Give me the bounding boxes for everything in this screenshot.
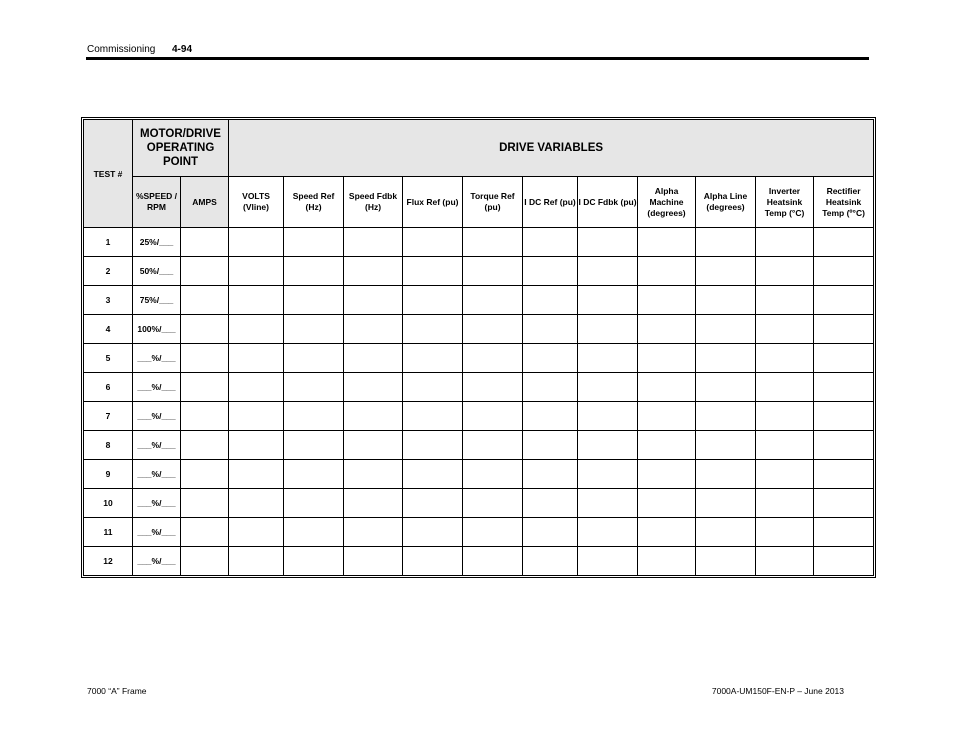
speed-rpm-cell[interactable]: ___%/___ bbox=[133, 431, 181, 460]
entry-cell[interactable] bbox=[578, 547, 638, 576]
entry-cell[interactable] bbox=[463, 344, 523, 373]
entry-cell[interactable] bbox=[756, 489, 814, 518]
entry-cell[interactable] bbox=[284, 518, 344, 547]
entry-cell[interactable] bbox=[181, 431, 229, 460]
col-idc-ref-header: I DC Ref (pu) bbox=[523, 177, 578, 228]
test-number-cell: 3 bbox=[84, 286, 133, 315]
drive-variables-group-header: DRIVE VARIABLES bbox=[229, 120, 874, 177]
entry-cell[interactable] bbox=[344, 315, 403, 344]
entry-cell[interactable] bbox=[756, 315, 814, 344]
test-number-cell: 6 bbox=[84, 373, 133, 402]
entry-cell[interactable] bbox=[638, 460, 696, 489]
entry-cell[interactable] bbox=[403, 489, 463, 518]
entry-cell[interactable] bbox=[638, 431, 696, 460]
test-number-cell: 12 bbox=[84, 547, 133, 576]
header-rule bbox=[86, 57, 869, 60]
entry-cell[interactable] bbox=[284, 547, 344, 576]
entry-cell[interactable] bbox=[578, 344, 638, 373]
entry-cell[interactable] bbox=[181, 518, 229, 547]
col-idc-fdbk-header: I DC Fdbk (pu) bbox=[578, 177, 638, 228]
entry-cell[interactable] bbox=[578, 460, 638, 489]
entry-cell[interactable] bbox=[284, 228, 344, 257]
entry-cell[interactable] bbox=[756, 460, 814, 489]
page-number: 4-94 bbox=[172, 44, 193, 55]
entry-cell[interactable] bbox=[181, 489, 229, 518]
entry-cell[interactable] bbox=[696, 373, 756, 402]
test-number-cell: 5 bbox=[84, 344, 133, 373]
entry-cell[interactable] bbox=[344, 373, 403, 402]
entry-cell[interactable] bbox=[696, 315, 756, 344]
entry-cell[interactable] bbox=[638, 547, 696, 576]
entry-cell[interactable] bbox=[181, 344, 229, 373]
entry-cell[interactable] bbox=[578, 402, 638, 431]
entry-cell[interactable] bbox=[814, 460, 874, 489]
col-alpha-machine-header: Alpha Machine (degrees) bbox=[638, 177, 696, 228]
entry-cell[interactable] bbox=[229, 431, 284, 460]
entry-cell[interactable] bbox=[229, 489, 284, 518]
entry-cell[interactable] bbox=[523, 344, 578, 373]
entry-cell[interactable] bbox=[403, 518, 463, 547]
entry-cell[interactable] bbox=[284, 402, 344, 431]
entry-cell[interactable] bbox=[229, 460, 284, 489]
entry-cell[interactable] bbox=[523, 547, 578, 576]
entry-cell[interactable] bbox=[696, 257, 756, 286]
entry-cell[interactable] bbox=[463, 460, 523, 489]
entry-cell[interactable] bbox=[284, 257, 344, 286]
entry-cell[interactable] bbox=[181, 315, 229, 344]
entry-cell[interactable] bbox=[756, 431, 814, 460]
speed-rpm-cell[interactable]: ___%/___ bbox=[133, 547, 181, 576]
entry-cell[interactable] bbox=[756, 257, 814, 286]
entry-cell[interactable] bbox=[229, 286, 284, 315]
entry-cell[interactable] bbox=[578, 286, 638, 315]
entry-cell[interactable] bbox=[463, 315, 523, 344]
entry-cell[interactable] bbox=[284, 315, 344, 344]
entry-cell[interactable] bbox=[229, 547, 284, 576]
commissioning-table-frame bbox=[81, 117, 876, 578]
entry-cell[interactable] bbox=[696, 547, 756, 576]
entry-cell[interactable] bbox=[229, 518, 284, 547]
speed-rpm-cell[interactable]: ___%/___ bbox=[133, 373, 181, 402]
speed-rpm-cell[interactable]: ___%/___ bbox=[133, 344, 181, 373]
entry-cell[interactable] bbox=[403, 315, 463, 344]
entry-cell[interactable] bbox=[523, 402, 578, 431]
entry-cell[interactable] bbox=[756, 286, 814, 315]
entry-cell[interactable] bbox=[756, 547, 814, 576]
col-speed-header: %SPEED / RPM bbox=[133, 177, 181, 228]
entry-cell[interactable] bbox=[463, 489, 523, 518]
entry-cell[interactable] bbox=[814, 373, 874, 402]
entry-cell[interactable] bbox=[523, 373, 578, 402]
col-amps-header: AMPS bbox=[181, 177, 229, 228]
entry-cell[interactable] bbox=[814, 228, 874, 257]
speed-rpm-cell[interactable]: 25%/___ bbox=[133, 228, 181, 257]
entry-cell[interactable] bbox=[229, 344, 284, 373]
entry-cell[interactable] bbox=[638, 402, 696, 431]
footer-left: 7000 “A” Frame bbox=[87, 686, 147, 696]
entry-cell[interactable] bbox=[344, 431, 403, 460]
table-row bbox=[84, 373, 874, 402]
table-row bbox=[84, 315, 874, 344]
entry-cell[interactable] bbox=[181, 228, 229, 257]
entry-cell[interactable] bbox=[578, 257, 638, 286]
entry-cell[interactable] bbox=[463, 373, 523, 402]
entry-cell[interactable] bbox=[578, 315, 638, 344]
entry-cell[interactable] bbox=[344, 257, 403, 286]
entry-cell[interactable] bbox=[696, 518, 756, 547]
entry-cell[interactable] bbox=[284, 431, 344, 460]
entry-cell[interactable] bbox=[638, 228, 696, 257]
speed-rpm-cell[interactable]: ___%/___ bbox=[133, 518, 181, 547]
test-number-cell: 2 bbox=[84, 257, 133, 286]
table-row bbox=[84, 344, 874, 373]
entry-cell[interactable] bbox=[696, 402, 756, 431]
table-row bbox=[84, 518, 874, 547]
col-volts-header: VOLTS (Vline) bbox=[229, 177, 284, 228]
header-section: Commissioning bbox=[87, 44, 156, 55]
entry-cell[interactable] bbox=[403, 373, 463, 402]
col-speed-fdbk-header: Speed Fdbk (Hz) bbox=[344, 177, 403, 228]
entry-cell[interactable] bbox=[578, 373, 638, 402]
entry-cell[interactable] bbox=[696, 344, 756, 373]
entry-cell[interactable] bbox=[814, 518, 874, 547]
entry-cell[interactable] bbox=[463, 286, 523, 315]
entry-cell[interactable] bbox=[638, 257, 696, 286]
entry-cell[interactable] bbox=[638, 489, 696, 518]
entry-cell[interactable] bbox=[284, 344, 344, 373]
entry-cell[interactable] bbox=[463, 402, 523, 431]
entry-cell[interactable] bbox=[181, 547, 229, 576]
entry-cell[interactable] bbox=[284, 286, 344, 315]
entry-cell[interactable] bbox=[578, 228, 638, 257]
table-row bbox=[84, 286, 874, 315]
entry-cell[interactable] bbox=[756, 402, 814, 431]
entry-cell[interactable] bbox=[181, 373, 229, 402]
table-row bbox=[84, 431, 874, 460]
entry-cell[interactable] bbox=[344, 402, 403, 431]
col-alpha-line-header: Alpha Line (degrees) bbox=[696, 177, 756, 228]
entry-cell[interactable] bbox=[523, 489, 578, 518]
table-row bbox=[84, 460, 874, 489]
entry-cell[interactable] bbox=[344, 518, 403, 547]
entry-cell[interactable] bbox=[814, 315, 874, 344]
entry-cell[interactable] bbox=[229, 315, 284, 344]
entry-cell[interactable] bbox=[403, 460, 463, 489]
entry-cell[interactable] bbox=[814, 257, 874, 286]
table-row bbox=[84, 402, 874, 431]
test-number-cell: 11 bbox=[84, 518, 133, 547]
entry-cell[interactable] bbox=[523, 431, 578, 460]
entry-cell[interactable] bbox=[344, 228, 403, 257]
entry-cell[interactable] bbox=[344, 344, 403, 373]
entry-cell[interactable] bbox=[578, 489, 638, 518]
entry-cell[interactable] bbox=[523, 286, 578, 315]
entry-cell[interactable] bbox=[403, 547, 463, 576]
entry-cell[interactable] bbox=[814, 547, 874, 576]
entry-cell[interactable] bbox=[344, 547, 403, 576]
commissioning-table bbox=[83, 119, 874, 576]
table-row bbox=[84, 547, 874, 576]
entry-cell[interactable] bbox=[696, 431, 756, 460]
entry-cell[interactable] bbox=[181, 257, 229, 286]
entry-cell[interactable] bbox=[344, 489, 403, 518]
speed-rpm-cell[interactable]: ___%/___ bbox=[133, 402, 181, 431]
entry-cell[interactable] bbox=[229, 402, 284, 431]
entry-cell[interactable] bbox=[523, 518, 578, 547]
speed-rpm-cell[interactable]: 50%/___ bbox=[133, 257, 181, 286]
entry-cell[interactable] bbox=[638, 373, 696, 402]
entry-cell[interactable] bbox=[463, 431, 523, 460]
table-row bbox=[84, 257, 874, 286]
entry-cell[interactable] bbox=[284, 373, 344, 402]
motor-drive-group-header: MOTOR/DRIVE OPERATING POINT bbox=[133, 120, 229, 177]
entry-cell[interactable] bbox=[463, 518, 523, 547]
test-number-cell: 4 bbox=[84, 315, 133, 344]
entry-cell[interactable] bbox=[181, 460, 229, 489]
speed-rpm-cell[interactable]: 100%/___ bbox=[133, 315, 181, 344]
entry-cell[interactable] bbox=[403, 286, 463, 315]
entry-cell[interactable] bbox=[344, 460, 403, 489]
test-number-cell: 10 bbox=[84, 489, 133, 518]
col-rectifier-temp-header: Rectifier Heatsink Temp (º°C) bbox=[814, 177, 874, 228]
entry-cell[interactable] bbox=[756, 344, 814, 373]
col-flux-ref-header: Flux Ref (pu) bbox=[403, 177, 463, 228]
test-number-cell: 8 bbox=[84, 431, 133, 460]
col-inverter-temp-header: Inverter Heatsink Temp (°C) bbox=[756, 177, 814, 228]
entry-cell[interactable] bbox=[756, 518, 814, 547]
entry-cell[interactable] bbox=[229, 257, 284, 286]
entry-cell[interactable] bbox=[463, 257, 523, 286]
entry-cell[interactable] bbox=[284, 489, 344, 518]
test-number-header: TEST # bbox=[84, 120, 133, 228]
entry-cell[interactable] bbox=[756, 228, 814, 257]
col-speed-ref-header: Speed Ref (Hz) bbox=[284, 177, 344, 228]
col-torque-ref-header: Torque Ref (pu) bbox=[463, 177, 523, 228]
entry-cell[interactable] bbox=[814, 344, 874, 373]
entry-cell[interactable] bbox=[181, 286, 229, 315]
entry-cell[interactable] bbox=[229, 373, 284, 402]
entry-cell[interactable] bbox=[638, 286, 696, 315]
test-number-cell: 7 bbox=[84, 402, 133, 431]
entry-cell[interactable] bbox=[523, 315, 578, 344]
entry-cell[interactable] bbox=[638, 344, 696, 373]
speed-rpm-cell[interactable]: 75%/___ bbox=[133, 286, 181, 315]
test-number-cell: 1 bbox=[84, 228, 133, 257]
entry-cell[interactable] bbox=[756, 373, 814, 402]
entry-cell[interactable] bbox=[284, 460, 344, 489]
entry-cell[interactable] bbox=[403, 344, 463, 373]
entry-cell[interactable] bbox=[403, 431, 463, 460]
entry-cell[interactable] bbox=[403, 402, 463, 431]
footer-right: 7000A-UM150F-EN-P – June 2013 bbox=[711, 686, 844, 696]
entry-cell[interactable] bbox=[403, 228, 463, 257]
table-row bbox=[84, 228, 874, 257]
entry-cell[interactable] bbox=[463, 228, 523, 257]
entry-cell[interactable] bbox=[696, 460, 756, 489]
entry-cell[interactable] bbox=[181, 402, 229, 431]
entry-cell[interactable] bbox=[638, 518, 696, 547]
entry-cell[interactable] bbox=[229, 228, 284, 257]
entry-cell[interactable] bbox=[578, 518, 638, 547]
entry-cell[interactable] bbox=[696, 286, 756, 315]
entry-cell[interactable] bbox=[638, 315, 696, 344]
entry-cell[interactable] bbox=[523, 228, 578, 257]
entry-cell[interactable] bbox=[578, 431, 638, 460]
entry-cell[interactable] bbox=[696, 228, 756, 257]
entry-cell[interactable] bbox=[523, 257, 578, 286]
entry-cell[interactable] bbox=[814, 489, 874, 518]
entry-cell[interactable] bbox=[814, 286, 874, 315]
speed-rpm-cell[interactable]: ___%/___ bbox=[133, 460, 181, 489]
speed-rpm-cell[interactable]: ___%/___ bbox=[133, 489, 181, 518]
entry-cell[interactable] bbox=[814, 431, 874, 460]
entry-cell[interactable] bbox=[696, 489, 756, 518]
entry-cell[interactable] bbox=[523, 460, 578, 489]
test-number-cell: 9 bbox=[84, 460, 133, 489]
table-row bbox=[84, 489, 874, 518]
entry-cell[interactable] bbox=[403, 257, 463, 286]
entry-cell[interactable] bbox=[814, 402, 874, 431]
entry-cell[interactable] bbox=[344, 286, 403, 315]
entry-cell[interactable] bbox=[463, 547, 523, 576]
